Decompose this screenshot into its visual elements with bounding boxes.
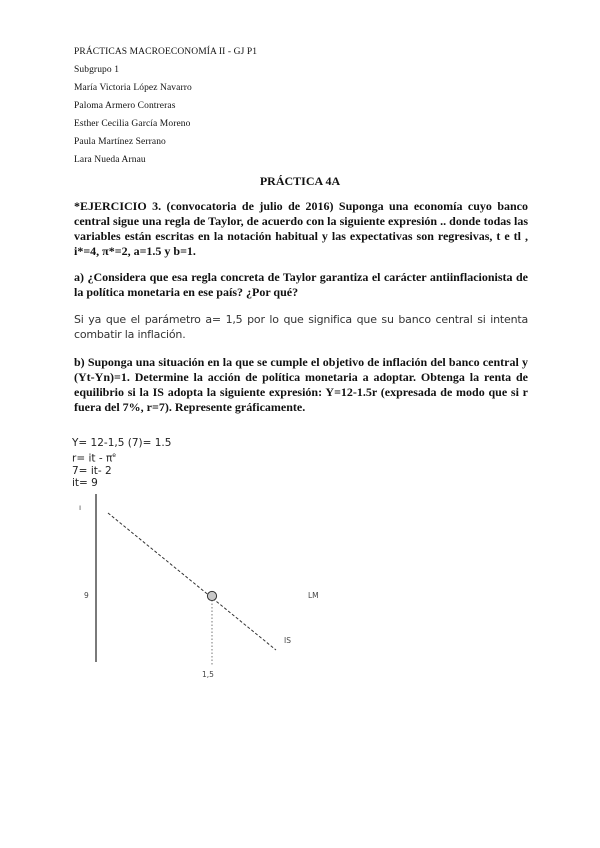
is-curve bbox=[108, 513, 276, 650]
equation-line: 7= it- 2 bbox=[72, 464, 112, 477]
y-axis-mark: ı bbox=[79, 503, 82, 512]
x-tick-label: 1,5 bbox=[202, 670, 214, 679]
member-name: Esther Cecilia García Moreno bbox=[74, 119, 191, 129]
course-title: PRÁCTICAS MACROECONOMÍA II - GJ P1 bbox=[74, 47, 258, 57]
member-name: Paloma Armero Contreras bbox=[74, 101, 176, 111]
page-title: PRÁCTICA 4A bbox=[259, 174, 341, 188]
exercise-statement: *EJERCICIO 3. (convocatoria de julio de 2016) Suponga una economía cuyo banco central sigue una regla de Taylor, de acuerdo con la siguiente expresión .. donde todas las variables están escritas en la notación habitual y las expectativas son regresivas, t e tl , i*=4, π*=2, a=1.5 y b=1. bbox=[74, 199, 528, 258]
subgroup-label: Subgrupo 1 bbox=[74, 65, 120, 75]
member-name: María Victoria López Navarro bbox=[74, 83, 192, 93]
question-a: a) ¿Considera que esa regla concreta de Taylor garantiza el carácter antiinflacionista de la política monetaria en ese país? ¿Por qué? bbox=[74, 270, 528, 299]
member-name: Paula Martínez Serrano bbox=[74, 137, 166, 147]
answer-a: Si ya que el parámetro a= 1,5 por lo que significa que su banco central si intenta combatir la inflación. bbox=[74, 313, 528, 341]
member-name: Lara Nueda Arnau bbox=[74, 155, 146, 165]
question-b: b) Suponga una situación en la que se cumple el objetivo de inflación del banco central y (Yt-Yn)=1. Determine la acción de política monetaria a adoptar. Obtenga la renta de equilibrio si la IS adopta la siguiente expresión: Y=12-1.5r (expresada de modo que si r fuera del 7%, r=7). Represente gráficamente. bbox=[74, 355, 528, 414]
y-tick-label: 9 bbox=[84, 591, 89, 600]
is-label: IS bbox=[284, 636, 291, 645]
equation-line: Y= 12-1,5 (7)= 1.5 bbox=[72, 437, 172, 449]
equation-line: it= 9 bbox=[72, 477, 98, 489]
equilibrium-point bbox=[207, 591, 216, 600]
equation-line: r= it - $\pi^e$ bbox=[72, 451, 116, 464]
lm-label: LM bbox=[308, 591, 319, 600]
